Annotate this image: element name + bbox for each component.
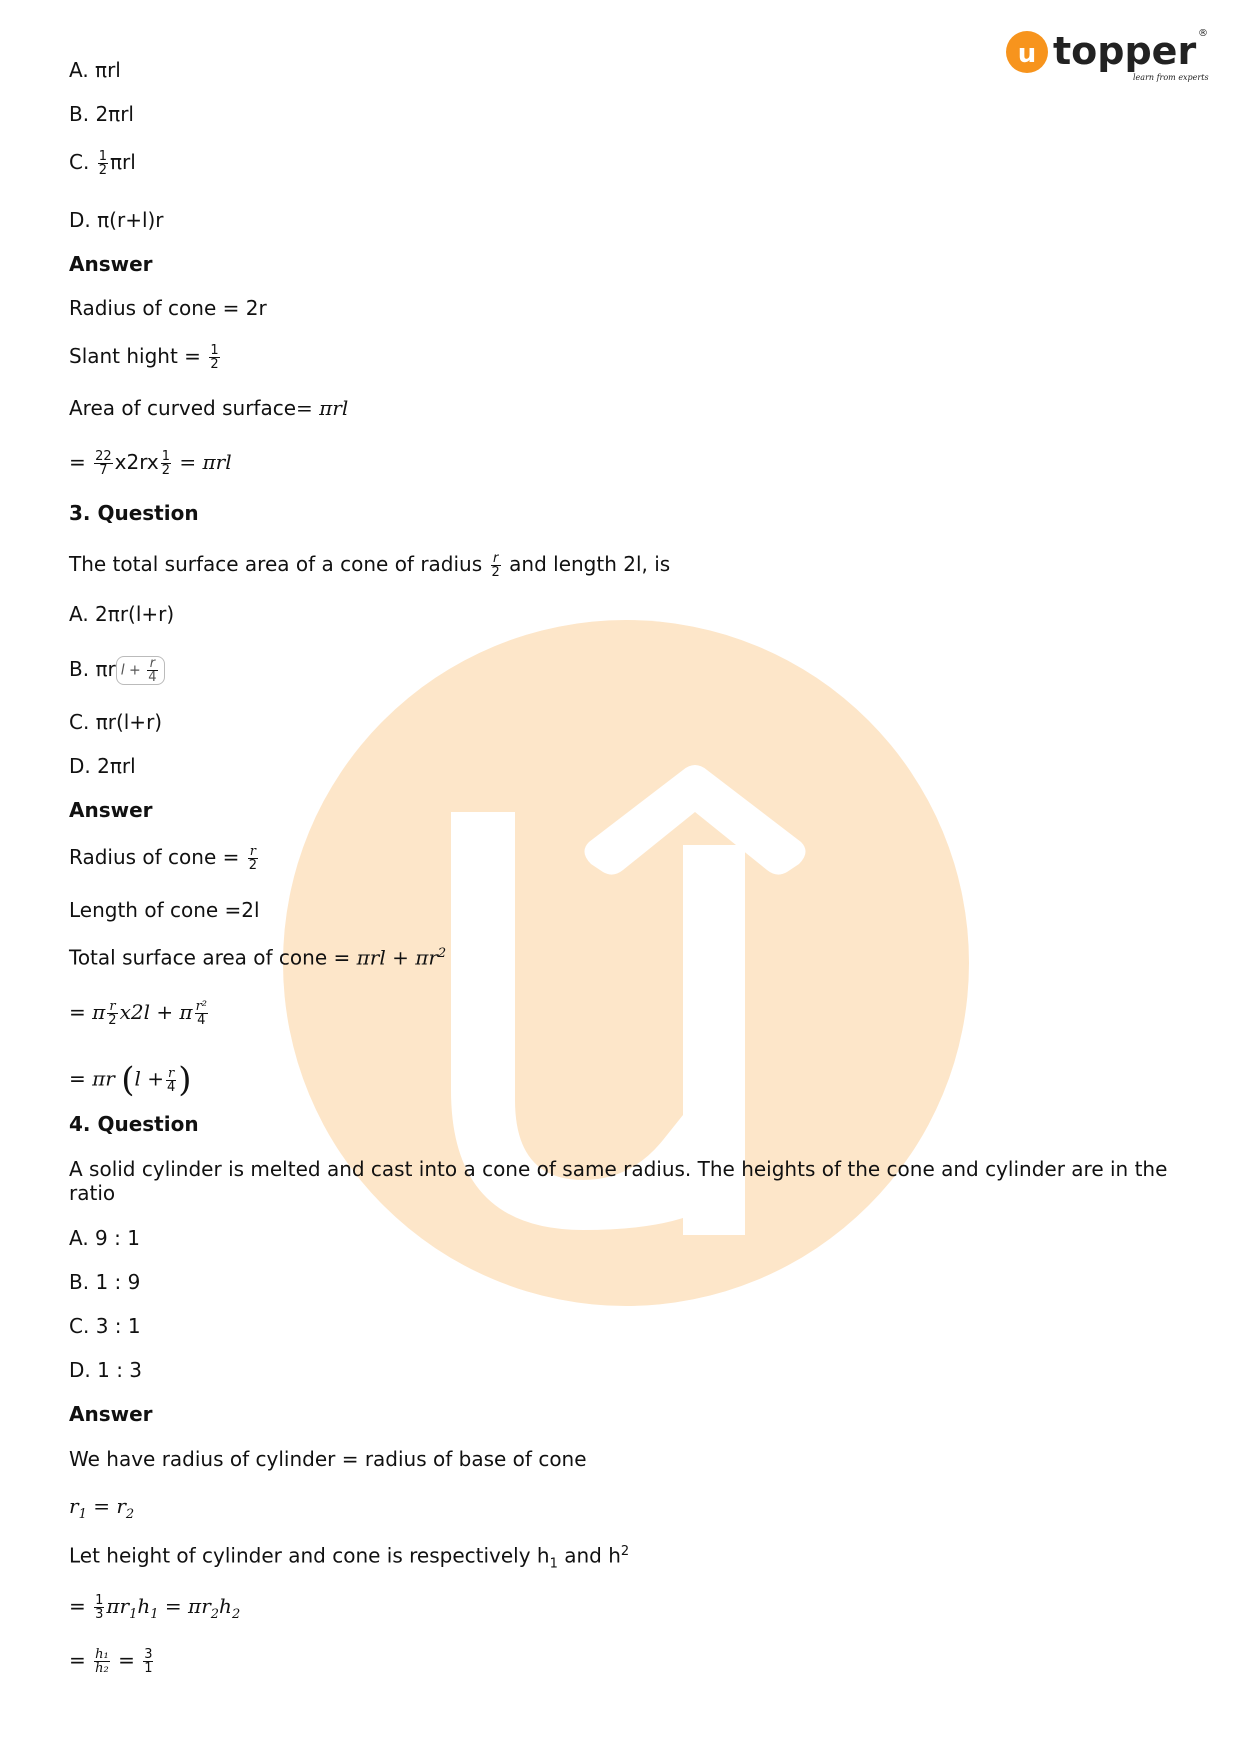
logo-wordmark: topper bbox=[1053, 29, 1197, 73]
fraction: $\frac{22}{7}$ bbox=[95, 449, 112, 478]
q4-option-d: D. 1 : 3 bbox=[69, 1358, 143, 1382]
q3-radius: Radius of cone = $\frac{r}{2}$ bbox=[69, 844, 258, 873]
fraction: $\frac{r}{2}$ bbox=[248, 844, 258, 873]
q2-option-b: B. 2πrl bbox=[69, 102, 134, 126]
q2-area-label: Area of curved surface= πrl bbox=[69, 396, 349, 420]
q4-ratio-eq: = $\frac{\text{h₁}}{\text{h₂}}$ = $\frac{3}{1}$ bbox=[69, 1647, 153, 1676]
q4-volume-eq: = $\frac{1}{3}$ $\pi r_1h_1 = \pi r_2h_2$ bbox=[69, 1593, 241, 1622]
q3-option-b: B. πr l + $\frac{r}{4}$ bbox=[69, 656, 165, 685]
fraction: $\frac{1}{3}$ bbox=[95, 1593, 104, 1622]
paren-group: l + $\frac{r}{4}$ bbox=[116, 656, 165, 685]
q4-option-c: C. 3 : 1 bbox=[69, 1314, 141, 1338]
q4-question-text: A solid cylinder is melted and cast into a cone of same radius. The heights of the cone and cylinder are in the ratio bbox=[69, 1157, 1168, 1205]
q2-slant-height: Slant hight = $\frac{1}{2}$ bbox=[69, 343, 219, 372]
q2-radius-text: Radius of cone = 2r bbox=[69, 296, 267, 320]
q4-answer-heading: Answer bbox=[69, 1402, 153, 1426]
fraction: $\frac{1}{2}$ bbox=[210, 343, 219, 372]
q4-heading: 4. Question bbox=[69, 1112, 199, 1136]
fraction: $\frac{1}{2}$ bbox=[161, 449, 171, 478]
fraction: $\frac{3}{1}$ bbox=[144, 1647, 153, 1676]
fraction: $\frac{r}{4}$ bbox=[166, 1065, 176, 1095]
q3-heading: 3. Question bbox=[69, 501, 199, 525]
q2-answer-heading: Answer bbox=[69, 252, 153, 276]
fraction: $\frac{r}{2}$ bbox=[491, 551, 500, 580]
logo-tagline: learn from experts bbox=[1133, 73, 1209, 82]
q3-option-a: A. 2πr(l+r) bbox=[69, 602, 175, 626]
q2-calc: = $\frac{22}{7}$ x2rx $\frac{1}{2}$ = πrl bbox=[69, 449, 232, 478]
fraction: $\frac{\text{r²}}{4}$ bbox=[195, 999, 208, 1028]
q3-tsa: Total surface area of cone = $\pi rl + \pi r^2$ bbox=[69, 945, 447, 970]
q4-radius-eq-text: We have radius of cylinder = radius of base of cone bbox=[69, 1447, 587, 1471]
q2-option-a: A. πrl bbox=[69, 58, 121, 82]
brand-logo[interactable] bbox=[1005, 24, 1210, 86]
q4-option-a: A. 9 : 1 bbox=[69, 1226, 140, 1250]
q4-option-b: B. 1 : 9 bbox=[69, 1270, 141, 1294]
q3-length: Length of cone =2l bbox=[69, 898, 260, 922]
q3-step2: = πr (l + $\frac{r}{4}$ ) bbox=[69, 1060, 192, 1100]
q3-option-c: C. πr(l+r) bbox=[69, 710, 163, 734]
q3-option-d: D. 2πrl bbox=[69, 754, 136, 778]
logo-registered: ® bbox=[1198, 28, 1208, 39]
q2-option-d: D. π(r+l)r bbox=[69, 208, 164, 232]
logo-letter: u bbox=[1017, 39, 1037, 69]
q2-option-c: C. $\frac{1}{2}$ πrl bbox=[69, 149, 136, 178]
q3-answer-heading: Answer bbox=[69, 798, 153, 822]
topper-logo-icon bbox=[1005, 24, 1210, 86]
q4-height-text: Let height of cylinder and cone is respectively $h_1$ and $h^2$ bbox=[69, 1543, 630, 1572]
fraction: $\frac{r}{2}$ bbox=[108, 999, 117, 1028]
fraction: $\frac{\text{h₁}}{\text{h₂}}$ bbox=[95, 1647, 109, 1676]
q4-r-eq: $r_1 = r_2$ bbox=[69, 1494, 135, 1522]
q3-step1: = π $\frac{r}{2}$ x2l + π $\frac{\text{r²}}{4}$ bbox=[69, 999, 208, 1028]
fraction: $\frac{1}{2}$ bbox=[98, 149, 107, 178]
fraction: $\frac{r}{4}$ bbox=[148, 656, 157, 685]
q3-question-text: The total surface area of a cone of radius $\frac{r}{2}$ and length 2l, is bbox=[69, 551, 671, 580]
